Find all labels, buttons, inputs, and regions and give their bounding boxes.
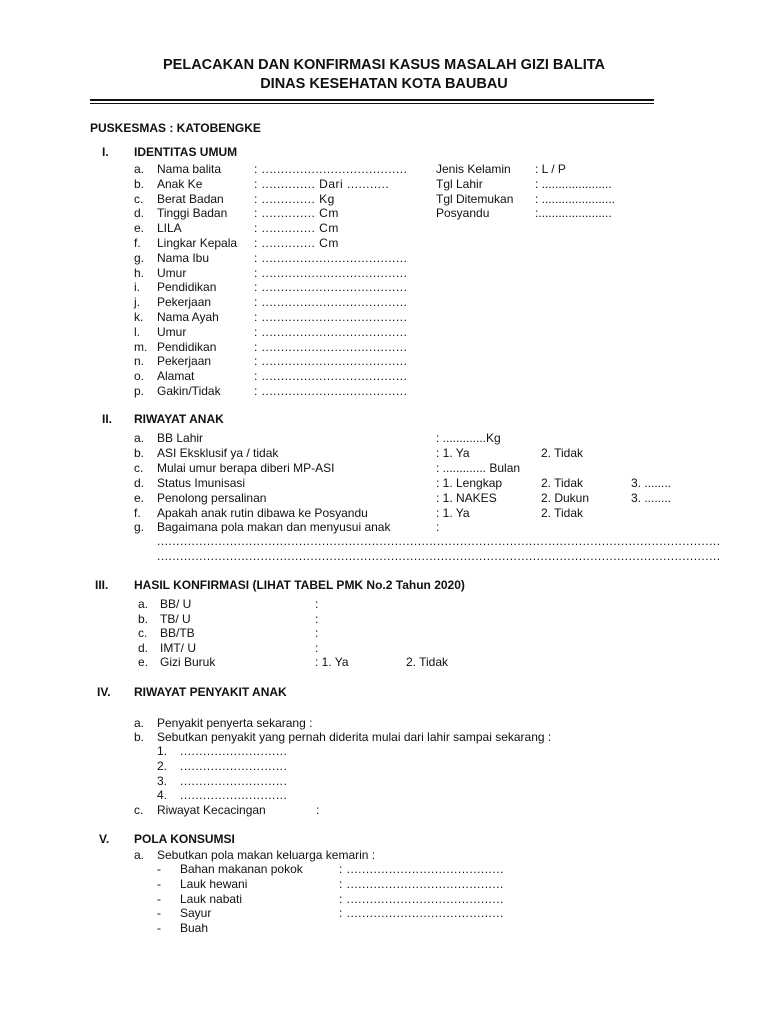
- field-value[interactable]: : ......................................: [254, 339, 408, 354]
- field-label: Pekerjaan: [157, 354, 212, 369]
- riwayat-kecacingan-label: Riwayat Kecacingan: [157, 803, 266, 817]
- field-label: Umur: [157, 324, 187, 339]
- field-value[interactable]: :: [315, 611, 319, 626]
- section-number: III.: [95, 578, 109, 592]
- field-label: Gakin/Tidak: [157, 384, 221, 398]
- field-label: Mulai umur berapa diberi MP-ASI: [157, 460, 335, 475]
- option-label[interactable]: 2. Tidak: [541, 475, 584, 490]
- field-value[interactable]: : ......................................: [254, 265, 408, 280]
- field-label: Pendidikan: [157, 339, 217, 354]
- answer-dotline[interactable]: ............................: [180, 788, 288, 803]
- list-number: 2.: [157, 758, 168, 773]
- list-letter: d.: [138, 640, 149, 655]
- field-value[interactable]: : .........................................: [339, 876, 504, 891]
- field-value[interactable]: :: [315, 626, 319, 641]
- field-label: Jenis Kelamin: [436, 162, 511, 176]
- list-letter: a.: [134, 431, 145, 445]
- field-label: Posyandu: [436, 206, 490, 221]
- field-label: Buah: [180, 921, 209, 936]
- field-label: Gizi Buruk: [160, 655, 216, 670]
- answer-dotline[interactable]: ...................................................................................................................................................: [157, 534, 721, 548]
- field-value[interactable]: :: [436, 520, 440, 535]
- list-number: 4.: [157, 788, 168, 803]
- field-label: ASI Eksklusif ya / tidak: [157, 445, 279, 460]
- list-number: 1.: [157, 744, 168, 758]
- option-label[interactable]: 3. ........: [631, 490, 672, 505]
- field-value[interactable]: : L / P: [535, 162, 566, 176]
- riwayat-penyakit-label: Sebutkan penyakit yang pernah diderita mulai dari lahir sampai sekarang :: [157, 730, 552, 744]
- option-label[interactable]: 2. Tidak: [541, 505, 584, 520]
- section-title: RIWAYAT ANAK: [134, 412, 224, 426]
- option-label[interactable]: 2. Tidak: [541, 445, 584, 460]
- list-letter: h.: [134, 265, 145, 280]
- field-value[interactable]: : ......................: [535, 191, 616, 206]
- list-letter: f.: [134, 505, 141, 520]
- field-label: Umur: [157, 265, 187, 280]
- field-label: BB/TB: [160, 626, 195, 641]
- field-value[interactable]: : .........................................: [339, 862, 504, 876]
- field-value[interactable]: : .............. Cm: [254, 236, 339, 250]
- list-dash: -: [157, 891, 161, 906]
- list-number: 3.: [157, 773, 168, 788]
- penyakit-penyerta-label: Penyakit penyerta sekarang :: [157, 716, 313, 730]
- field-label: Lingkar Kepala: [157, 236, 238, 250]
- field-value[interactable]: : ......................................: [254, 295, 408, 310]
- field-label: Nama Ayah: [157, 310, 219, 324]
- field-label: Nama Ibu: [157, 250, 210, 265]
- puskesmas-label: PUSKESMAS : KATOBENGKE: [90, 121, 261, 135]
- field-value[interactable]: : .........................................: [339, 891, 504, 906]
- field-value[interactable]: : ......................................: [254, 280, 408, 295]
- field-value[interactable]: : 1. Ya: [436, 505, 470, 520]
- option-label[interactable]: 2. Dukun: [541, 490, 590, 505]
- field-label: BB Lahir: [157, 431, 204, 445]
- list-letter: a.: [134, 848, 145, 862]
- field-value[interactable]: :......................: [535, 206, 612, 221]
- field-label: Bagaimana pola makan dan menyusui anak: [157, 520, 391, 535]
- field-label: Pendidikan: [157, 280, 217, 295]
- answer-dotline[interactable]: ...................................................................................................................................................: [157, 549, 721, 563]
- list-letter: i.: [134, 280, 140, 295]
- field-value[interactable]: : .....................: [535, 176, 612, 191]
- field-value[interactable]: : ......................................: [254, 354, 408, 369]
- list-letter: g.: [134, 250, 145, 265]
- field-value[interactable]: : ......................................: [254, 310, 408, 324]
- document-title-line2: DINAS KESEHATAN KOTA BAUBAU: [260, 76, 508, 92]
- list-letter: p.: [134, 384, 145, 398]
- list-dash: -: [157, 906, 161, 921]
- field-value[interactable]: : ......................................: [254, 384, 408, 398]
- field-label: Pekerjaan: [157, 295, 212, 310]
- list-letter: n.: [134, 354, 145, 369]
- list-letter: b.: [134, 176, 145, 191]
- field-value[interactable]: : 1. Lengkap: [436, 475, 503, 490]
- list-letter: c.: [134, 460, 144, 475]
- field-value[interactable]: : ......................................: [254, 324, 408, 339]
- section-title: RIWAYAT PENYAKIT ANAK: [134, 685, 287, 699]
- section-number: IV.: [97, 685, 111, 699]
- field-colon[interactable]: :: [316, 803, 320, 817]
- section-title: IDENTITAS UMUM: [134, 145, 238, 159]
- answer-dotline[interactable]: ............................: [180, 758, 288, 773]
- field-label: LILA: [157, 221, 182, 236]
- field-label: Lauk hewani: [180, 876, 248, 891]
- list-letter: o.: [134, 369, 145, 384]
- list-letter: d.: [134, 206, 145, 221]
- list-letter: c.: [138, 626, 148, 641]
- field-value[interactable]: : .............. Cm: [254, 206, 339, 221]
- field-value[interactable]: : .........................................: [339, 906, 504, 921]
- field-label: Nama balita: [157, 162, 222, 176]
- field-value[interactable]: : ............. Bulan: [436, 460, 521, 475]
- field-value[interactable]: : ......................................: [254, 369, 408, 384]
- field-label: Berat Badan: [157, 191, 224, 206]
- list-letter: a.: [134, 716, 145, 730]
- field-label: Lauk nabati: [180, 891, 243, 906]
- field-value[interactable]: :: [315, 597, 319, 611]
- list-dash: -: [157, 862, 161, 876]
- list-letter: a.: [134, 162, 145, 176]
- list-letter: m.: [134, 339, 148, 354]
- list-dash: -: [157, 876, 161, 891]
- list-letter: b.: [138, 611, 149, 626]
- section-title: POLA KONSUMSI: [134, 832, 235, 846]
- list-letter: j.: [134, 295, 140, 310]
- field-label: IMT/ U: [160, 640, 196, 655]
- field-label: Tgl Ditemukan: [436, 191, 514, 206]
- list-letter: d.: [134, 475, 145, 490]
- field-value[interactable]: : 1. Ya: [436, 445, 470, 460]
- field-label: Status Imunisasi: [157, 475, 246, 490]
- document-title-line1: PELACAKAN DAN KONFIRMASI KASUS MASALAH GIZI BALITA: [163, 57, 605, 73]
- field-value[interactable]: :: [315, 640, 319, 655]
- header-rule-thick: [90, 99, 654, 101]
- field-value[interactable]: : ......................................: [254, 250, 408, 265]
- list-letter: l.: [134, 324, 140, 339]
- list-letter: e.: [138, 655, 149, 670]
- list-letter: e.: [134, 490, 145, 505]
- field-value[interactable]: : .............Kg: [436, 431, 501, 445]
- pola-makan-label: Sebutkan pola makan keluarga kemarin :: [157, 848, 376, 862]
- field-label: Anak Ke: [157, 176, 203, 191]
- field-value[interactable]: : ......................................: [254, 162, 408, 176]
- field-label: Apakah anak rutin dibawa ke Posyandu: [157, 505, 368, 520]
- list-letter: b.: [134, 730, 145, 744]
- field-label: TB/ U: [160, 611, 191, 626]
- section-title: HASIL KONFIRMASI (LIHAT TABEL PMK No.2 Tahun 2020): [134, 578, 465, 592]
- option-label[interactable]: 3. ........: [631, 475, 672, 490]
- list-letter: e.: [134, 221, 145, 236]
- header-rule-thin: [90, 103, 654, 104]
- section-number: V.: [99, 832, 110, 846]
- list-letter: c.: [134, 191, 144, 206]
- list-letter: b.: [134, 445, 145, 460]
- list-letter: a.: [138, 597, 149, 611]
- field-label: Alamat: [157, 369, 195, 384]
- field-value[interactable]: : 1. Ya: [315, 655, 349, 670]
- field-label: Penolong persalinan: [157, 490, 267, 505]
- field-value[interactable]: : .............. Kg: [254, 191, 335, 206]
- list-letter: g.: [134, 520, 145, 535]
- list-letter: f.: [134, 236, 141, 250]
- field-label: Tgl Lahir: [436, 176, 483, 191]
- field-label: Tinggi Badan: [157, 206, 228, 221]
- field-value[interactable]: : .............. Cm: [254, 221, 339, 236]
- list-dash: -: [157, 921, 161, 936]
- answer-dotline[interactable]: ............................: [180, 744, 288, 758]
- field-value[interactable]: : 1. NAKES: [436, 490, 497, 505]
- field-label: BB/ U: [160, 597, 192, 611]
- list-letter: k.: [134, 310, 144, 324]
- section-number: I.: [102, 145, 109, 159]
- option-label[interactable]: 2. Tidak: [406, 655, 449, 670]
- field-value[interactable]: : .............. Dari ...........: [254, 176, 390, 191]
- section-number: II.: [102, 412, 113, 426]
- field-label: Bahan makanan pokok: [180, 862, 303, 876]
- field-label: Sayur: [180, 906, 212, 921]
- answer-dotline[interactable]: ............................: [180, 773, 288, 788]
- list-letter: c.: [134, 803, 144, 817]
